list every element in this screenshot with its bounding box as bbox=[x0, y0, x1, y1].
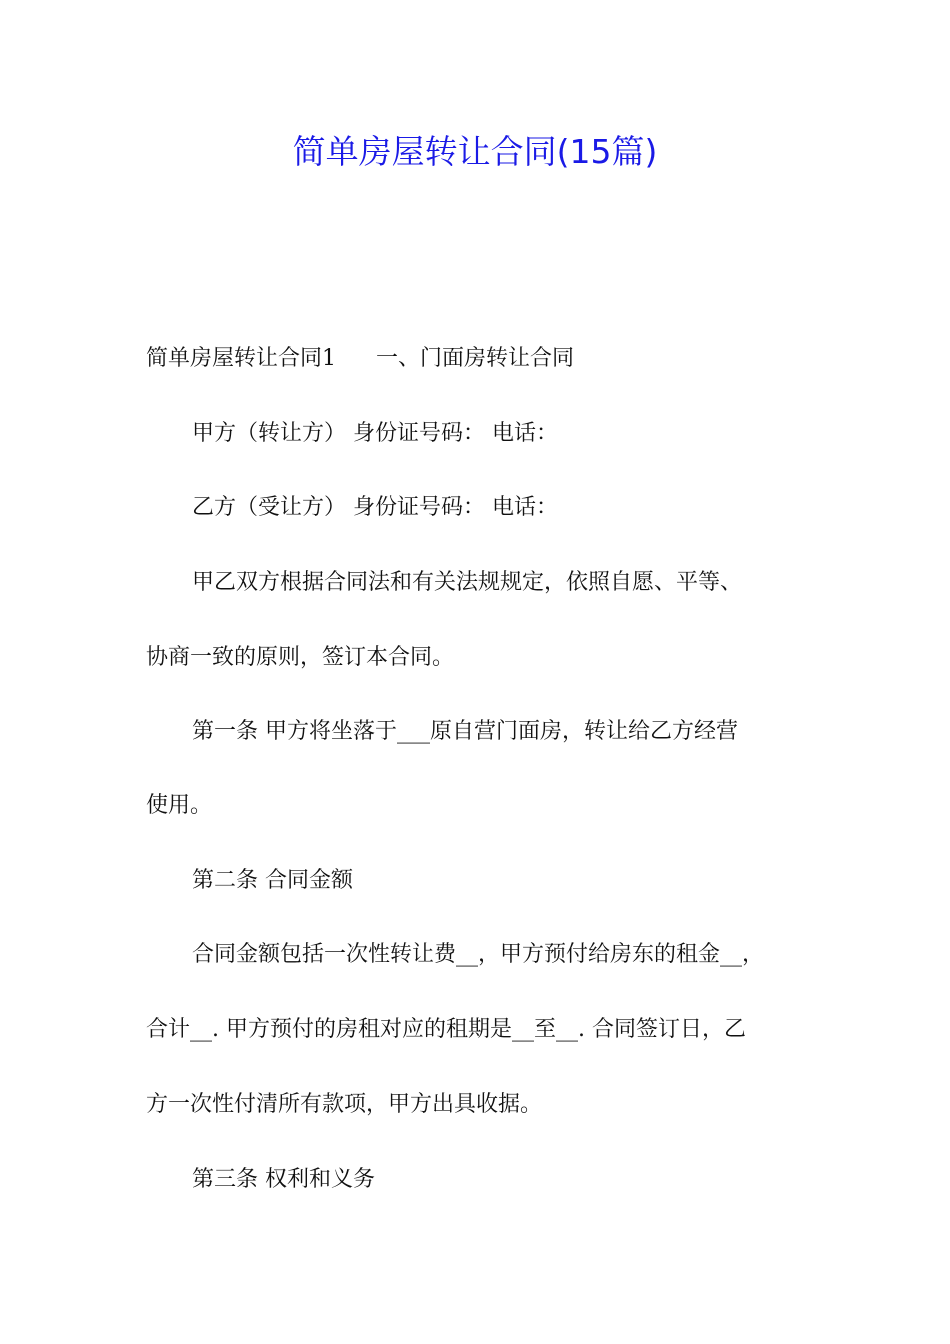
article2-title: 第二条 合同金额 bbox=[192, 868, 353, 893]
article1-line-1: 第一条 甲方将坐落于___原自营门面房，转让给乙方经营 bbox=[192, 719, 738, 744]
article2-line-3: 方一次性付清所有款项，甲方出具收据。 bbox=[146, 1092, 543, 1117]
preamble-line-2: 协商一致的原则，签订本合同。 bbox=[146, 645, 455, 670]
heading-section: 一、门面房转让合同 bbox=[376, 346, 575, 371]
article2-line-1: 合同金额包括一次性转让费__，甲方预付给房东的租金__， bbox=[192, 942, 765, 967]
document-title: 简单房屋转让合同(15篇) bbox=[292, 132, 658, 171]
article2-line-2: 合计__. 甲方预付的房租对应的租期是__至__. 合同签订日，乙 bbox=[146, 1017, 746, 1042]
article3-title: 第三条 权利和义务 bbox=[192, 1167, 375, 1192]
heading-line bbox=[146, 344, 574, 374]
party-b-line: 乙方（受让方） 身份证号码： 电话： bbox=[192, 495, 558, 520]
heading-number: 简单房屋转让合同1 bbox=[146, 346, 336, 371]
article1-line-2: 使用。 bbox=[146, 793, 213, 818]
preamble-line-1: 甲乙双方根据合同法和有关法规规定，依照自愿、平等、 bbox=[192, 570, 743, 595]
party-a-line: 甲方（转让方） 身份证号码： 电话： bbox=[192, 421, 558, 446]
